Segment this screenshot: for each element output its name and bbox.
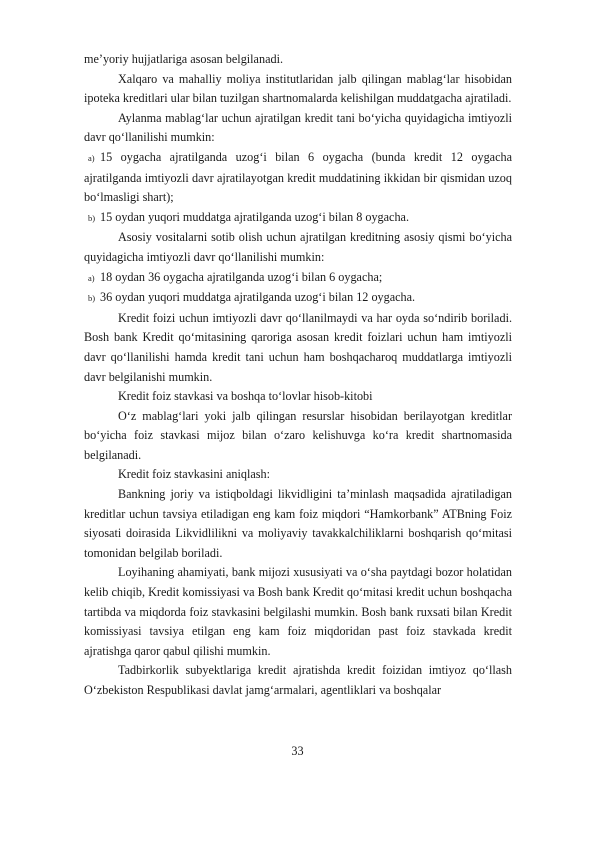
list-marker: a) xyxy=(88,272,95,283)
paragraph-continuation: meʼyoriy hujjatlariga asosan belgilanadi. xyxy=(84,52,283,66)
list-item xyxy=(84,268,512,289)
paragraph: Asosiy vositalarni sotib olish uchun ajratilgan kreditning asosiy qismi bo‘yicha quyidagicha imtiyozli davr qo‘llanilishi mumkin: xyxy=(84,230,512,264)
page-number: 33 xyxy=(291,744,304,758)
paragraph: Kredit foizi uchun imtiyozli davr qo‘llanilmaydi va har oyda so‘ndirib boriladi. Bosh bank Kredit qo‘mitasining qaroriga asosan kredit foizlari uchun ham imtiyozli davr qo‘llanilishi hamda kredit tani uchun ham boshqacharoq muddatlarga imtiyozli davr belgilanishi mumkin. xyxy=(84,310,512,384)
list-item-text: 15 oydan yuqori muddatga ajratilganda uzog‘i bilan 8 oygacha. xyxy=(100,209,409,224)
paragraph: Tadbirkorlik subyektlariga kredit ajratishda kredit foizidan imtiyoz qo‘llash O‘zbekiston Respublikasi davlat jamg‘armalari, agentliklari va boshqalar xyxy=(84,663,512,697)
list-marker: b) xyxy=(88,212,96,223)
list-item xyxy=(84,148,512,208)
paragraph: Kredit foiz stavkasini aniqlash: xyxy=(118,467,270,482)
list-item-text: 18 oydan 36 oygacha ajratilganda uzog‘i bilan 6 oygacha; xyxy=(100,269,383,284)
list-marker: b) xyxy=(88,293,96,304)
paragraph: Xalqaro va mahalliy moliya institutlaridan jalb qilingan mablag‘lar hisobidan ipoteka kreditlari ular bilan tuzilgan shartnomalarda kelishilgan muddatgacha ajratiladi. xyxy=(84,71,512,106)
list-item xyxy=(84,288,512,309)
section-heading: Kredit foiz stavkasi va boshqa to‘lovlar hisob-kitobi xyxy=(118,389,373,404)
paragraph: Aylanma mablag‘lar uchun ajratilgan kredit tani bo‘yicha quyidagicha imtiyozli davr qo‘llanilishi mumkin: xyxy=(84,110,512,145)
paragraph: Bankning joriy va istiqboldagi likvidligini taʼminlash maqsadida ajratiladigan kreditlar uchun tavsiya etiladigan eng kam foiz miqdori “Hamkorbank” ATBning Foiz siyosati doirasida Likvidlilikni va moliyaviy tavakkalchiliklarni boshqarish qo‘mitasi tomonidan belgilab boriladi. xyxy=(84,487,512,560)
paragraph: O‘z mablag‘lari yoki jalb qilingan resurslar hisobidan berilayotgan kreditlar bo‘yicha foiz stavkasi mijoz bilan o‘zaro kelishuvga ko‘ra kredit shartnomasida belgilanadi. xyxy=(84,408,512,462)
paragraph: Loyihaning ahamiyati, bank mijozi xususiyati va o‘sha paytdagi bozor holatidan kelib chiqib, Kredit komissiyasi va Bosh bank Kredit qo‘mitasi kredit uchun boshqacha tartibda va miqdorda foiz stavkasini belgilashi mumkin. Bosh bank ruxsati bilan Kredit komissiyasi tavsiya etilgan eng kam foiz miqdoridan past foiz stavkada kredit ajratishga qaror qabul qilishi mumkin. xyxy=(84,565,512,658)
list-marker: a) xyxy=(88,152,95,163)
list-item-text: 15 oygacha ajratilganda uzog‘i bilan 6 oygacha (bunda kredit 12 oygacha ajratilganda imtiyozli davr ajratilayotgan kredit muddatining ikkidan bir qismidan uzoq bo‘lmasligi shart); xyxy=(84,149,512,205)
list-item-text: 36 oydan yuqori muddatga ajratilganda uzog‘i bilan 12 oygacha. xyxy=(100,290,416,305)
list-item xyxy=(84,208,512,229)
document-page xyxy=(84,50,512,701)
